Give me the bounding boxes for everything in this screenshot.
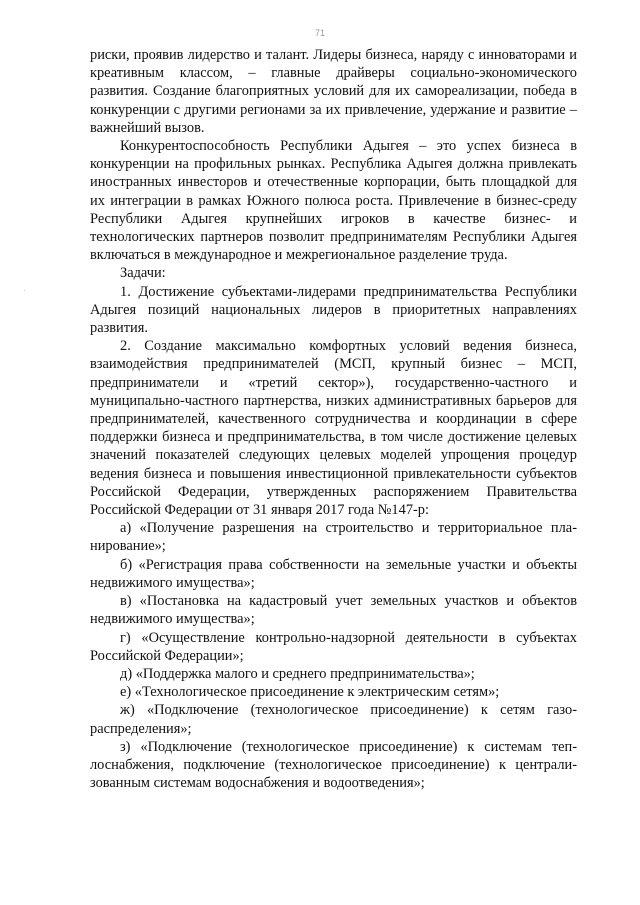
list-item-zh: ж) «Подключение (технологическое присоединение) к сетям газораспределения»; [90, 702, 577, 737]
list-item-z: з) «Подключение (технологическое присоединение) к системам теплоснабжения, подключение (технологическое присоединение) к централизованным системам водоснабжения и водоотведения»; [90, 738, 577, 792]
list-item-a: а) «Получение разрешения на строительство и территориальное планирование»; [90, 520, 577, 555]
document-body [90, 46, 577, 792]
list-item-g: г) «Осуществление контрольно-надзорной деятельности в субъектах Российской Федерации»; [90, 629, 577, 664]
list-item-b: б) «Регистрация права собственности на земельные участки и объекты недвижимого имущества»; [90, 556, 577, 591]
list-item-v: в) «Постановка на кадастровый учет земельных участков и объектов недвижимого имущества»; [90, 593, 577, 628]
tasks-heading: Задачи: [120, 265, 166, 282]
list-item-d: д) «Поддержка малого и среднего предпринимательства»; [120, 665, 475, 682]
paragraph-competitiveness: Конкурентоспособность Республики Адыгея – это успех бизнеса в конкуренции на профильных рынках. Республика Адыгея должна привлекать иностранных инвесторов и отечественные корпорации, быть площадкой для их интеграции в рамках Южного полюса роста. Привлечение в бизнес-среду Республики Адыгея крупнейших игроков в качестве бизнес- и технологических партнеров позволит предпринимателям Республики Адыгея включаться в международное и межрегиональное разделение труда. [90, 138, 577, 264]
list-item-e: е) «Технологическое присоединение к электрическим сетям»; [120, 684, 500, 701]
scan-margin-mark [24, 290, 25, 291]
paragraph-continuation: риски, проявив лидерство и талант. Лидеры бизнеса, наряду с инноваторами и креативным классом, – главные драйверы социально-экономического развития. Создание благоприятных условий для их самореализации, победа в конкуренции с другими регионами за их привлечение, удержание и развитие – важнейший вызов. [90, 47, 577, 136]
task-item-1: 1. Достижение субъектами-лидерами предпринимательства Республики Адыгея позиций национальных лидеров в приоритетных направлениях развития. [90, 283, 577, 337]
task-item-2: 2. Создание максимально комфортных условий ведения бизнеса, взаимодействия предпринимателей (МСП, крупный бизнес – МСП, предприниматели и «третий сектор»), государственно-частного и муниципально-частного партнерства, низких административных барьеров для предпринимателей, качественного сотрудничества и координации в сфере поддержки бизнеса и предпринимательства, в том числе достижение целевых значений показателей следующих целевых моделей упрощения процедур ведения бизнеса и повышения инвестиционной привлекательности субъектов Российской Федерации, утвержденных распоряжением Правительства Российской Федерации от 31 января 2017 года №147-р: [90, 338, 577, 519]
page-number: 71 [314, 28, 325, 38]
